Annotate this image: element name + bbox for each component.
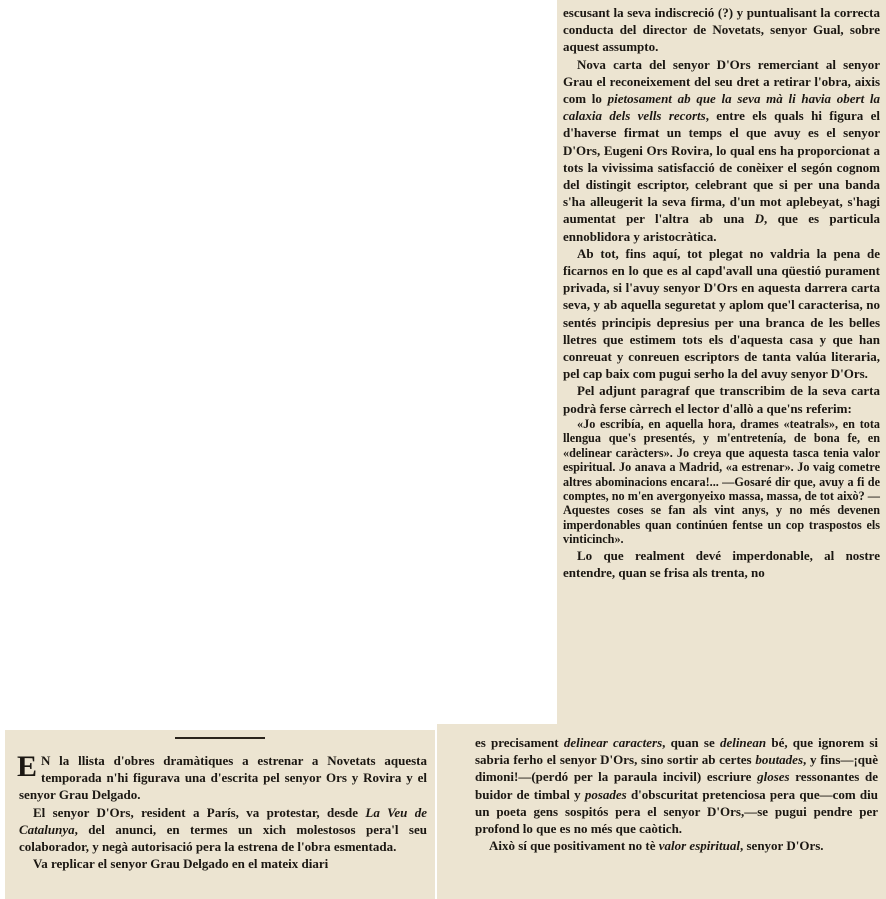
- text-span: Això sí que positivament no tè: [489, 838, 659, 854]
- text-span: , quan se: [662, 735, 720, 750]
- text-span: , del anunci, en termes un xich molestosos pera'l seu colaborador, y negà autorisació pera la estrena de l'obra esmentada.: [19, 821, 427, 855]
- drop-cap: E: [17, 750, 38, 783]
- bottom-left-text: [5, 730, 435, 872]
- italic-span: delinear caracters: [563, 735, 663, 750]
- paragraph-4: Pel adjunt paragraf que transcribim de la seva carta podrà ferse càrrech el lector d'allò a que'ns referim:: [563, 383, 880, 416]
- quoted-passage: «Jo escribía, en aquella hora, drames «teatrals», en tota llengua que's presentés, y m'entretenía, de bona fe, en «delinear caràcters». Jo creya que aquesta tasca tenia valor espiritual. Jo anava a Madrid, «a estrenar». Jo vaig cometre altres abominacions encara!... —Gosaré dir que, avuy a fi de comptes, no m'en avergonyeixo massa, massa, de tot això? —Aquestes coses se fan als vint anys, y no més devenen imperdonables quan continúen fentse un cop traspostos els vinticinch».: [563, 416, 880, 547]
- text-span: ressonantes de buidor de timbal y: [475, 769, 878, 802]
- paragraph-1: escusant la seva indiscreció (?) y puntualisant la correcta conducta del director de Novetats, senyor Gual, sobre aquest assumpto.: [563, 5, 880, 55]
- italic-span: delinean: [719, 735, 767, 750]
- paragraph-2: [475, 837, 878, 854]
- bottom-right-column: [437, 724, 886, 899]
- italic-span: posades: [584, 786, 627, 802]
- paragraph-3: Ab tot, fins aquí, tot plegat no valdria la pena de ficarnos en lo que es al capd'avall una qüestió purament privada, si l'avuy senyor D'Ors en aquesta darrera carta seva, y ab aquella seguretat y aplom que'l caracterisa, no sentés principis depresius per una branca de les belles lletres que estimem tots els d'aquesta casa y que han conreuat y conreuen escriptors de tanta valúa literaria, pel cap baix com pugui serho la del avuy senyor D'Ors.: [563, 245, 880, 382]
- italic-span: pietosament ab que la seva mà li havia obert la calaxia dels vells recorts: [563, 91, 880, 124]
- italic-span: La Veu de Catalunya: [19, 804, 427, 837]
- text-span: , que es particula ennoblidora y aristocràtica.: [563, 211, 880, 244]
- text-span: , senyor D'Ors.: [740, 838, 824, 854]
- opening-paragraph: [19, 752, 427, 804]
- italic-span: D: [754, 211, 765, 227]
- text-span: El senyor D'Ors, resident a París, va protestar, desde: [33, 804, 366, 820]
- paragraph-2: [19, 804, 427, 856]
- section-divider: [175, 737, 265, 739]
- italic-span: boutades: [755, 752, 804, 768]
- italic-span: gloses: [757, 769, 790, 785]
- paragraph-1: [475, 734, 878, 837]
- text-span: Nova carta del senyor D'Ors remerciant al senyor Grau el reconeixement del seu dret a retirar l'obra, aixis com lo: [563, 56, 880, 107]
- text-span: N la llista d'obres dramàtiques a estrenar a Novetats aquesta temporada n'hi figurava una d'escrita pel senyor Ors y Rovira y el senyor Grau Delgado.: [19, 753, 427, 803]
- paragraph-2: [563, 56, 880, 245]
- bottom-left-column: [5, 730, 435, 899]
- text-span: es precisament: [475, 735, 564, 750]
- paragraph-5: Lo que realment devé imperdonable, al nostre entendre, quan se frisa als trenta, no: [563, 547, 880, 580]
- text-span: , y fins—¡què dimoni!—(perdó per la paraula incivil) escriure: [475, 752, 878, 785]
- paragraph-3: Va replicar el senyor Grau Delgado en el mateix diari: [33, 856, 329, 872]
- text-span: bé, que ignorem si sabria ferho el senyor D'Ors, sino sortir ab certes: [475, 735, 878, 768]
- text-span: , entre els quals hi figura el d'haverse firmat un temps el que avuy es el senyor D'Ors, Eugeni Ors Rovira, lo qual ens ha proporcionat a tots la vivissima satisfacció de conèixer el segón cognom del distingit escriptor, celebrant que si per una banda s'ha alleugerit la seva firma, d'un mot aplebeyat, s'hagi aumentat per l'altra ab una: [563, 108, 880, 227]
- text-span: d'obscuritat pretenciosa pera que—com diu un poeta gens sospitós pera el senyor D'Ors,—se pugui pendre per profond lo que es no més que caòtich.: [475, 786, 878, 837]
- italic-span: valor espiritual: [658, 838, 740, 854]
- right-column: [557, 0, 886, 724]
- bottom-right-text: [437, 724, 886, 854]
- right-column-text: [557, 0, 886, 581]
